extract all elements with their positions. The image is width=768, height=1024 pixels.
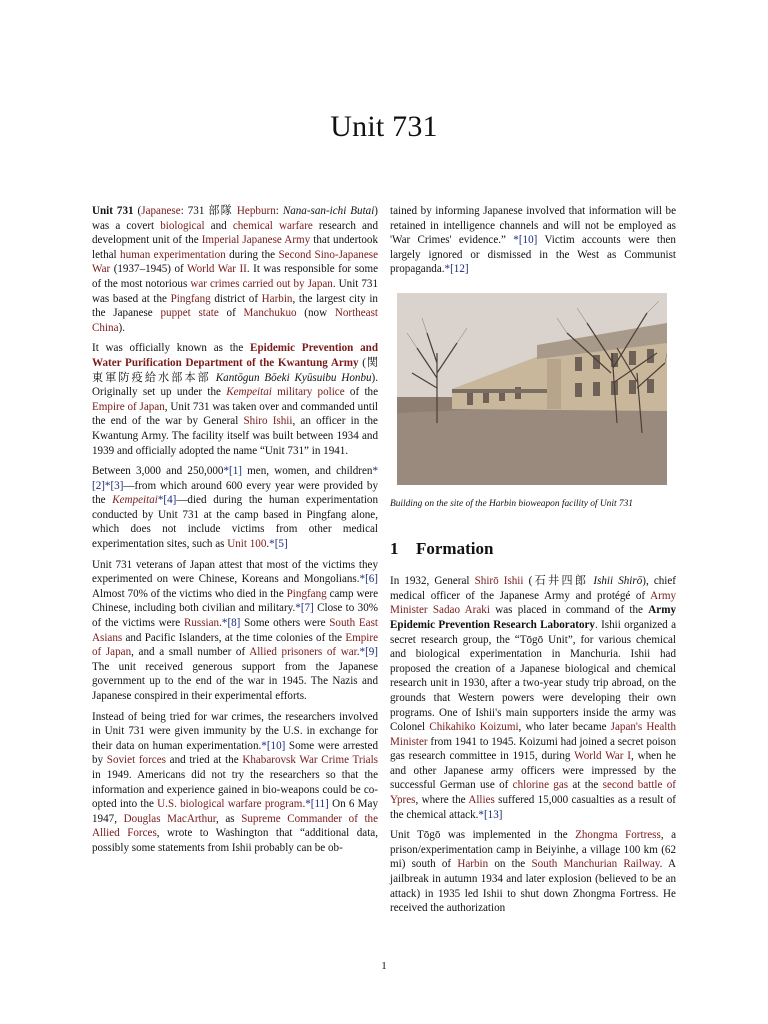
paragraph [92, 341, 378, 458]
page-title: Unit 731 [330, 110, 438, 143]
citation-link[interactable]: *[1] [223, 465, 242, 478]
wiki-link[interactable]: Pingfang [286, 587, 327, 600]
text-run: —died during the human experimentation conducted by Unit 731 at the camp based in Pingfang alone, which does not include victims from other medical experimentation sites, such as [92, 494, 378, 551]
text-run: : [275, 205, 283, 217]
wiki-link[interactable]: Epidemic Prevention and Water Purification Department of the Kwantung Army [92, 342, 379, 369]
text-run: —from which around 600 every year were provided by the [92, 479, 378, 507]
text-run: in 1949. Americans did not try the researchers so that the information and experience gained in bio-weapons could be co-opted into the [92, 768, 378, 811]
text-run: Nana-san-ichi Butai [282, 205, 375, 217]
intro-paragraph [92, 204, 378, 335]
text-run: On 6 May 1947, [92, 798, 378, 825]
section-title: Formation [416, 538, 494, 558]
text-run: and tried at the [165, 754, 243, 767]
wiki-link[interactable]: Manchukuo [243, 307, 297, 320]
text-run: (1937–1945) of [110, 263, 188, 276]
text-run: from 1941 to 1945. Koizumi had joined a secret poison gas research committee in 1915, during [390, 735, 676, 763]
citation-link[interactable]: *[5] [269, 538, 288, 551]
text-run: during the [225, 248, 279, 261]
wiki-link[interactable]: Harbin [457, 858, 489, 871]
wiki-link[interactable]: South East Asians [92, 617, 378, 644]
wiki-link[interactable]: human experimentation [120, 248, 226, 261]
text-run: and Pacific Islanders, at the time colonies of the [122, 631, 346, 644]
text-run: , when he and other Japanese army officers were impressed by the successful German use of [390, 750, 676, 792]
wiki-link[interactable]: Empire of Japan [92, 631, 378, 659]
wiki-link[interactable]: World War I [574, 750, 631, 763]
citation-link[interactable]: *[2]*[3] [92, 465, 378, 492]
figure-caption: Building on the site of the Harbin bioweapon facility of Unit 731 [390, 498, 633, 509]
text-run: ( [133, 205, 142, 217]
section-heading [390, 538, 676, 558]
text-run: Almost 70% of the victims who died in the [92, 587, 287, 600]
text-run: camp were Chinese, including both civilian and military. [92, 587, 379, 615]
text-run: , who later became [518, 721, 611, 734]
text-run: The unit received generous support from the Japanese government up to the end of the war in 1945. The Nazis and Japanese conspired in their experimental efforts. [92, 660, 378, 702]
citation-link[interactable]: *[8] [221, 617, 241, 630]
right-column [390, 204, 676, 922]
text-run: that undertook lethal [92, 234, 379, 261]
wiki-link[interactable]: second battle of Ypres [390, 779, 676, 807]
wiki-link[interactable]: Japan's Health Minister [390, 721, 676, 748]
text-run: . Ishii organized a secret research group, the “Tōgō Unit”, for various chemical and biological experimentation in Manchuria. Ishii had proposed the creation of a Japanese biological and chemical research unit in 1930, after a two-year study trip abroad, on the grounds that Western powers were developing their own programs. One of Ishii's main supporters inside the army was Colonel [390, 618, 676, 734]
wiki-link[interactable]: Army Minister Sadao Araki [390, 589, 676, 617]
text-run: district of [210, 292, 262, 305]
text-run: : 731 部隊 [180, 205, 237, 217]
text-run: ). [118, 321, 125, 334]
text-run: ). Originally set up under the [92, 371, 379, 399]
text-run: It was officially known as the [92, 342, 251, 355]
text-run: (関東軍防疫給水部本部 [92, 356, 378, 384]
paragraph [92, 558, 378, 704]
harbin-facility-photo [397, 293, 667, 485]
wiki-link[interactable]: Harbin [261, 292, 293, 305]
citation-link[interactable]: *[13] [478, 808, 503, 821]
text-run: . [356, 646, 360, 659]
wiki-link[interactable]: Russian [183, 617, 220, 630]
text-run: of the [344, 386, 378, 399]
text-run: Army Epidemic Prevention Research Laboratory [390, 604, 676, 631]
text-run: tained by informing Japanese involved that information will be retained in intelligence channels and will not be employed as 'War Crimes' evidence.” [390, 205, 676, 247]
wiki-link[interactable]: Shiro Ishii [243, 415, 293, 428]
text-run: . [302, 798, 306, 811]
text-run: Some were arrested by [92, 739, 378, 767]
text-run: on the [488, 858, 532, 871]
text-run: Kantōgun Bōeki Kyūsuibu Honbu [215, 371, 372, 384]
paragraph [390, 828, 676, 916]
text-run: research and development unit of the [92, 219, 378, 247]
wiki-link[interactable]: Douglas MacArthur [123, 812, 216, 825]
text-run: Unit 731 [92, 205, 134, 217]
wiki-link[interactable]: Kempeitai [112, 494, 158, 507]
text-run: men, women, and children [241, 465, 373, 478]
wiki-link[interactable]: Shirō Ishii [474, 575, 524, 588]
citation-link[interactable]: *[6] [359, 573, 378, 586]
wiki-link[interactable]: Khabarovsk War Crime Trials [242, 754, 378, 767]
wiki-link[interactable]: Supreme Commander of the Allied Forces [92, 812, 379, 840]
paragraph [390, 574, 676, 822]
text-run: . It was responsible for some of the most notorious [92, 263, 378, 290]
wiki-link[interactable]: Soviet forces [106, 754, 166, 767]
citation-link[interactable]: *[10] [261, 739, 286, 752]
citation-link[interactable]: *[10] [513, 234, 538, 247]
text-run: Victim accounts were then largely ignored or dismissed in the West as Communist propaganda. [390, 234, 676, 276]
wiki-link[interactable]: Empire of Japan [92, 400, 165, 413]
text-run: of [218, 307, 244, 320]
text-run: . [219, 617, 222, 630]
wiki-link[interactable]: Unit 100 [227, 538, 267, 551]
citation-link[interactable]: *[7] [295, 602, 314, 615]
text-run: Instead of being tried for war crimes, the researchers involved in Unit 731 were given immunity by the U.S. in exchange for their data on human experimentation. [92, 710, 378, 752]
paragraph [390, 204, 676, 277]
text-run: suffered 15,000 casualties as a result of the chemical attack. [390, 794, 676, 821]
paragraph [92, 710, 378, 856]
text-run: . Unit 731 was based at the [92, 277, 379, 305]
citation-link[interactable]: *[4] [157, 494, 177, 507]
wiki-link[interactable]: biological [160, 219, 205, 232]
text-run: at the [568, 779, 603, 792]
text-run: . [266, 538, 270, 551]
text-run: , where the [415, 794, 469, 807]
citation-link[interactable]: *[12] [444, 263, 469, 276]
wiki-link[interactable]: puppet state [160, 307, 219, 320]
wiki-link[interactable]: Hepburn [236, 205, 276, 217]
text-run: , as [215, 812, 242, 825]
wiki-link[interactable]: Second Sino-Japanese War [92, 248, 378, 276]
left-column [92, 204, 378, 862]
text-run: , wrote to Washington that “additional data, possibly some statements from Ishii probably can be ob- [92, 827, 378, 854]
wiki-link[interactable]: Zhongma Fortress [575, 829, 661, 842]
wiki-link[interactable]: military police [277, 386, 345, 399]
text-run: Close to 30% of the victims were [92, 602, 378, 630]
text-run: Ishii Shirō [593, 575, 643, 588]
text-run: Between 3,000 and 250,000 [92, 465, 224, 478]
wiki-link[interactable]: Northeast China [92, 307, 378, 334]
wiki-link[interactable]: Pingfang [170, 292, 211, 305]
text-run: (now [296, 307, 335, 320]
text-run: (石井四郎 [523, 575, 594, 588]
citation-link[interactable]: *[9] [359, 646, 378, 659]
wiki-link[interactable]: World War II [187, 263, 247, 276]
text-run: ) was a covert [92, 205, 378, 232]
text-run: was placed in command of the [489, 604, 649, 617]
text-run: , a prison/experimentation camp in Beiyinhe, a village 100 km (62 mi) south of [390, 829, 676, 871]
text-run: Unit 731 veterans of Japan attest that most of the victims they experimented on were Chinese, Koreans and Mongolians. [92, 558, 378, 586]
text-run: ), chief medical officer of the Japanese Army and protégé of [390, 575, 676, 602]
text-run: , the largest city in the Japanese [92, 292, 378, 320]
wiki-link[interactable]: chlorine gas [512, 779, 569, 792]
wiki-link[interactable]: South Manchurian Railway [531, 858, 660, 871]
wiki-link[interactable]: U.S. biological warfare program [157, 798, 303, 811]
paragraph [92, 464, 378, 552]
wiki-link[interactable]: Japanese [141, 205, 181, 217]
wiki-link[interactable]: war crimes carried out by Japan [190, 277, 333, 290]
text-run: In 1932, General [390, 575, 475, 588]
text-run: Unit Tōgō was implemented in the [390, 829, 576, 842]
text-run: and [204, 219, 233, 232]
section-number: 1 [390, 538, 399, 558]
page-number: 1 [381, 960, 387, 972]
citation-link[interactable]: *[11] [305, 798, 329, 811]
text-run: Some others were [240, 617, 330, 630]
wiki-link[interactable]: Allies [468, 794, 495, 807]
text-run: , an officer in the Kwantung Army. The facility itself was built between 1934 and 1939 and officially adopted the name “Unit 731” in 1941. [92, 415, 378, 457]
wiki-link[interactable]: Kempeitai [226, 386, 272, 399]
text-run: , Unit 731 was taken over and commanded until the end of the war by General [92, 400, 378, 428]
wiki-link[interactable]: Imperial Japanese Army [201, 234, 311, 247]
wiki-link[interactable]: Chikahiko Koizumi [429, 721, 519, 734]
wiki-link[interactable]: Allied prisoners of war [249, 646, 357, 659]
text-run: . A jailbreak in autumn 1934 and later explosion (believed to be an attack) in 1935 led Ishii to shut down Zhongma Fortress. He received the authorization [390, 858, 676, 915]
wiki-link[interactable]: chemical warfare [232, 219, 313, 232]
text-run: , and a small number of [131, 646, 250, 659]
